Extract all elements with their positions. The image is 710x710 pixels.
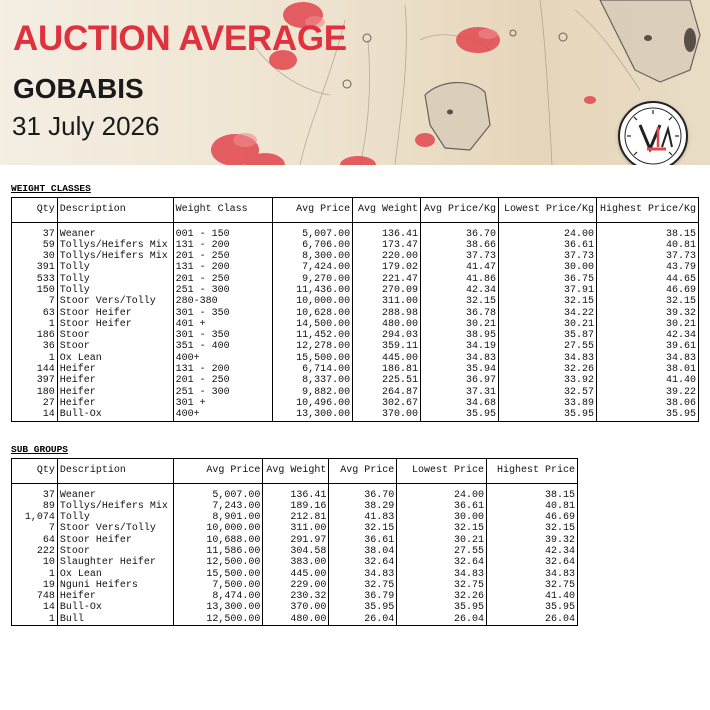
col-header-description: Description	[57, 198, 173, 223]
cell-highest-price: 40.81	[487, 501, 578, 512]
cell-qty: 7	[12, 296, 58, 307]
cell-qty: 186	[12, 330, 58, 341]
cell-avg-price-kg: 32.64	[329, 557, 397, 568]
cell-avg-price-kg: 30.21	[421, 319, 499, 330]
cell-avg-price: 10,688.00	[173, 535, 263, 546]
cell-qty: 180	[12, 387, 58, 398]
cell-avg-weight: 370.00	[263, 602, 329, 613]
cell-description: Tolly	[57, 274, 173, 285]
cell-lowest-price-kg: 32.57	[499, 387, 597, 398]
table-row	[12, 240, 699, 251]
cell-qty: 63	[12, 308, 58, 319]
cell-description: Bull	[57, 614, 173, 626]
cell-avg-price: 12,500.00	[173, 614, 263, 626]
cell-avg-price: 5,007.00	[273, 229, 353, 240]
table-row	[12, 614, 578, 626]
cell-description: Nguni Heifers	[57, 580, 173, 591]
cell-description: Ox Lean	[57, 353, 173, 364]
cell-avg-price-kg: 38.04	[329, 546, 397, 557]
cell-description: Bull-Ox	[57, 409, 173, 421]
cell-highest-price-kg: 38.06	[596, 398, 698, 409]
cell-avg-price-kg: 36.97	[421, 375, 499, 386]
cell-highest-price: 42.34	[487, 546, 578, 557]
cell-avg-price-kg: 41.83	[329, 512, 397, 523]
cell-description: Stoor Heifer	[57, 308, 173, 319]
cell-lowest-price: 27.55	[397, 546, 487, 557]
cell-avg-price-kg: 37.31	[421, 387, 499, 398]
cell-avg-weight: 189.16	[263, 501, 329, 512]
cell-avg-weight: 445.00	[353, 353, 421, 364]
cell-avg-price-kg: 35.95	[421, 409, 499, 421]
cell-description: Stoor Heifer	[57, 535, 173, 546]
auction-location: GOBABIS	[13, 73, 144, 104]
vla-logo-icon	[620, 103, 686, 165]
cell-lowest-price-kg: 24.00	[499, 229, 597, 240]
cell-weight-class: 400+	[173, 353, 273, 364]
cell-qty: 150	[12, 285, 58, 296]
cell-highest-price-kg: 46.69	[596, 285, 698, 296]
cell-highest-price-kg: 44.65	[596, 274, 698, 285]
cell-description: Stoor	[57, 341, 173, 352]
cell-lowest-price: 32.64	[397, 557, 487, 568]
cell-weight-class: 351 - 400	[173, 341, 273, 352]
cell-lowest-price-kg: 35.87	[499, 330, 597, 341]
table-row	[12, 569, 578, 580]
cell-lowest-price: 32.75	[397, 580, 487, 591]
col-header-weight-class: Weight Class	[173, 198, 273, 223]
cell-description: Stoor	[57, 546, 173, 557]
table-row	[12, 319, 699, 330]
cell-qty: 89	[12, 501, 58, 512]
cell-lowest-price-kg: 35.95	[499, 409, 597, 421]
table-row	[12, 535, 578, 546]
cell-weight-class: 251 - 300	[173, 387, 273, 398]
cell-qty: 37	[12, 229, 58, 240]
col-header-highest-price: Highest Price	[487, 459, 578, 484]
table-row	[12, 353, 699, 364]
weight-classes-title: WEIGHT CLASSES	[11, 183, 91, 194]
cell-avg-price-kg: 26.04	[329, 614, 397, 626]
cell-qty: 397	[12, 375, 58, 386]
cell-weight-class: 201 - 250	[173, 251, 273, 262]
cell-description: Tolly	[57, 512, 173, 523]
cell-avg-weight: 230.32	[263, 591, 329, 602]
cell-avg-price-kg: 38.95	[421, 330, 499, 341]
cell-lowest-price: 32.26	[397, 591, 487, 602]
cell-weight-class: 301 - 350	[173, 330, 273, 341]
weight-classes-table	[11, 197, 699, 422]
page-title: AUCTION AVERAGE	[13, 19, 347, 58]
cell-avg-price: 10,628.00	[273, 308, 353, 319]
cell-description: Tollys/Heifers Mix	[57, 240, 173, 251]
cell-lowest-price-kg: 34.83	[499, 353, 597, 364]
cell-avg-price: 12,500.00	[173, 557, 263, 568]
sub-groups-table	[11, 458, 578, 626]
cell-avg-weight: 264.87	[353, 387, 421, 398]
table-row	[12, 364, 699, 375]
cell-avg-price: 8,300.00	[273, 251, 353, 262]
col-header-lowest-price-kg: Lowest Price/Kg	[499, 198, 597, 223]
cell-avg-price: 9,270.00	[273, 274, 353, 285]
cell-description: Heifer	[57, 398, 173, 409]
cell-avg-weight: 304.58	[263, 546, 329, 557]
table-row	[12, 375, 699, 386]
cell-avg-weight: 212.81	[263, 512, 329, 523]
cell-description: Bull-Ox	[57, 602, 173, 613]
cell-description: Slaughter Heifer	[57, 557, 173, 568]
cell-avg-weight: 480.00	[353, 319, 421, 330]
table-row	[12, 580, 578, 591]
cell-qty: 64	[12, 535, 58, 546]
cell-avg-price-kg: 32.75	[329, 580, 397, 591]
cell-lowest-price-kg: 30.00	[499, 262, 597, 273]
cell-description: Weaner	[57, 229, 173, 240]
cell-description: Tolly	[57, 262, 173, 273]
table-row	[12, 330, 699, 341]
cell-highest-price: 38.15	[487, 490, 578, 501]
cell-lowest-price-kg: 33.89	[499, 398, 597, 409]
cell-avg-price: 10,000.00	[273, 296, 353, 307]
cell-avg-price: 7,243.00	[173, 501, 263, 512]
cell-avg-weight: 311.00	[263, 523, 329, 534]
table-header-row	[12, 459, 578, 484]
cell-highest-price-kg: 34.83	[596, 353, 698, 364]
cell-description: Heifer	[57, 387, 173, 398]
cell-highest-price-kg: 35.95	[596, 409, 698, 421]
cell-avg-weight: 480.00	[263, 614, 329, 626]
cell-highest-price-kg: 40.81	[596, 240, 698, 251]
cell-qty: 59	[12, 240, 58, 251]
table-row	[12, 501, 578, 512]
cell-highest-price-kg: 43.79	[596, 262, 698, 273]
cell-avg-price-kg: 34.68	[421, 398, 499, 409]
cell-qty: 27	[12, 398, 58, 409]
cell-avg-price-kg: 34.83	[421, 353, 499, 364]
cell-qty: 30	[12, 251, 58, 262]
table-row	[12, 409, 699, 421]
cell-avg-price-kg: 36.61	[329, 535, 397, 546]
col-header-avg-weight: Avg Weight	[353, 198, 421, 223]
cell-avg-price-kg: 35.94	[421, 364, 499, 375]
cell-avg-price-kg: 38.66	[421, 240, 499, 251]
cell-avg-price: 8,474.00	[173, 591, 263, 602]
cell-avg-price: 11,452.00	[273, 330, 353, 341]
cell-avg-weight: 179.02	[353, 262, 421, 273]
cell-avg-weight: 173.47	[353, 240, 421, 251]
cell-avg-weight: 311.00	[353, 296, 421, 307]
cell-highest-price-kg: 39.32	[596, 308, 698, 319]
col-header-avg-price-kg: Avg Price/Kg	[421, 198, 499, 223]
cell-lowest-price: 36.61	[397, 501, 487, 512]
cell-lowest-price: 34.83	[397, 569, 487, 580]
cell-avg-price: 11,436.00	[273, 285, 353, 296]
cell-qty: 1	[12, 569, 58, 580]
cell-avg-weight: 288.98	[353, 308, 421, 319]
cell-avg-price: 11,586.00	[173, 546, 263, 557]
cell-avg-price: 5,007.00	[173, 490, 263, 501]
table-row	[12, 398, 699, 409]
cell-qty: 222	[12, 546, 58, 557]
cell-avg-price-kg: 36.79	[329, 591, 397, 602]
cell-qty: 748	[12, 591, 58, 602]
cell-avg-price: 8,337.00	[273, 375, 353, 386]
cell-avg-price: 10,000.00	[173, 523, 263, 534]
cell-weight-class: 001 - 150	[173, 229, 273, 240]
cell-avg-weight: 370.00	[353, 409, 421, 421]
cell-highest-price: 32.15	[487, 523, 578, 534]
cell-description: Ox Lean	[57, 569, 173, 580]
cell-avg-price-kg: 32.15	[421, 296, 499, 307]
col-header-highest-price-kg: Highest Price/Kg	[596, 198, 698, 223]
cell-description: Stoor	[57, 330, 173, 341]
cell-highest-price: 35.95	[487, 602, 578, 613]
cell-avg-weight: 229.00	[263, 580, 329, 591]
cell-weight-class: 401 +	[173, 319, 273, 330]
auction-date: 31 July 2026	[12, 111, 160, 141]
col-header-lowest-price: Lowest Price	[397, 459, 487, 484]
col-header-avg-price-kg: Avg Price	[329, 459, 397, 484]
table-row	[12, 251, 699, 262]
table-row	[12, 387, 699, 398]
table-row	[12, 296, 699, 307]
cell-weight-class: 201 - 250	[173, 375, 273, 386]
cell-highest-price: 32.64	[487, 557, 578, 568]
header-banner	[0, 0, 710, 165]
cell-qty: 14	[12, 409, 58, 421]
cell-weight-class: 131 - 200	[173, 262, 273, 273]
cell-avg-price-kg: 34.83	[329, 569, 397, 580]
cell-avg-price: 8,901.00	[173, 512, 263, 523]
cell-avg-weight: 291.97	[263, 535, 329, 546]
cell-weight-class: 201 - 250	[173, 274, 273, 285]
cell-description: Heifer	[57, 375, 173, 386]
cell-description: Tollys/Heifers Mix	[57, 501, 173, 512]
cell-avg-price: 7,424.00	[273, 262, 353, 273]
sub-groups-body	[12, 484, 578, 626]
cell-description: Heifer	[57, 364, 173, 375]
cell-qty: 144	[12, 364, 58, 375]
cell-qty: 37	[12, 490, 58, 501]
cell-highest-price-kg: 37.73	[596, 251, 698, 262]
table-row	[12, 308, 699, 319]
col-header-avg-price: Avg Price	[173, 459, 263, 484]
cell-lowest-price: 32.15	[397, 523, 487, 534]
cell-avg-price-kg: 36.70	[421, 229, 499, 240]
col-header-avg-weight: Avg Weight	[263, 459, 329, 484]
cell-lowest-price-kg: 36.75	[499, 274, 597, 285]
cell-avg-price-kg: 42.34	[421, 285, 499, 296]
cell-highest-price-kg: 39.61	[596, 341, 698, 352]
cell-avg-weight: 186.81	[353, 364, 421, 375]
cell-avg-price-kg: 32.15	[329, 523, 397, 534]
cell-avg-weight: 445.00	[263, 569, 329, 580]
cell-avg-price: 7,500.00	[173, 580, 263, 591]
cell-avg-price-kg: 35.95	[329, 602, 397, 613]
cell-avg-price: 15,500.00	[273, 353, 353, 364]
col-header-qty: Qty	[12, 198, 58, 223]
table-row	[12, 490, 578, 501]
table-row	[12, 262, 699, 273]
cell-avg-price-kg: 41.47	[421, 262, 499, 273]
cell-avg-weight: 294.03	[353, 330, 421, 341]
cell-lowest-price: 35.95	[397, 602, 487, 613]
cell-lowest-price-kg: 32.26	[499, 364, 597, 375]
cell-description: Heifer	[57, 591, 173, 602]
cell-highest-price-kg: 38.01	[596, 364, 698, 375]
cell-avg-price: 6,706.00	[273, 240, 353, 251]
cell-highest-price: 39.32	[487, 535, 578, 546]
cell-lowest-price-kg: 36.61	[499, 240, 597, 251]
cell-highest-price: 34.83	[487, 569, 578, 580]
col-header-description: Description	[57, 459, 173, 484]
cell-weight-class: 251 - 300	[173, 285, 273, 296]
cell-avg-weight: 302.67	[353, 398, 421, 409]
cell-weight-class: 280-380	[173, 296, 273, 307]
cell-weight-class: 301 - 350	[173, 308, 273, 319]
table-row	[12, 274, 699, 285]
cell-highest-price-kg: 32.15	[596, 296, 698, 307]
cell-highest-price: 41.40	[487, 591, 578, 602]
cell-highest-price-kg: 42.34	[596, 330, 698, 341]
col-header-avg-price: Avg Price	[273, 198, 353, 223]
weight-classes-body	[12, 223, 699, 422]
cell-avg-price: 10,496.00	[273, 398, 353, 409]
cell-qty: 1	[12, 353, 58, 364]
cell-qty: 533	[12, 274, 58, 285]
cell-avg-price-kg: 34.19	[421, 341, 499, 352]
cell-avg-price: 9,882.00	[273, 387, 353, 398]
cell-qty: 391	[12, 262, 58, 273]
cell-lowest-price: 30.00	[397, 512, 487, 523]
cell-avg-price-kg: 41.86	[421, 274, 499, 285]
cell-weight-class: 301 +	[173, 398, 273, 409]
col-header-qty: Qty	[12, 459, 58, 484]
cell-weight-class: 400+	[173, 409, 273, 421]
cell-avg-price: 6,714.00	[273, 364, 353, 375]
cell-description: Stoor Heifer	[57, 319, 173, 330]
cell-avg-price-kg: 37.73	[421, 251, 499, 262]
vla-logo	[618, 101, 688, 165]
cell-avg-price: 15,500.00	[173, 569, 263, 580]
cell-lowest-price: 24.00	[397, 490, 487, 501]
table-row	[12, 229, 699, 240]
cell-avg-price-kg: 36.78	[421, 308, 499, 319]
cell-avg-price: 14,500.00	[273, 319, 353, 330]
cell-lowest-price-kg: 30.21	[499, 319, 597, 330]
cell-lowest-price-kg: 37.91	[499, 285, 597, 296]
table-row	[12, 602, 578, 613]
table-row	[12, 557, 578, 568]
sub-groups-title: SUB GROUPS	[11, 444, 69, 455]
cell-qty: 14	[12, 602, 58, 613]
cell-lowest-price-kg: 32.15	[499, 296, 597, 307]
table-header-row	[12, 198, 699, 223]
cell-lowest-price-kg: 27.55	[499, 341, 597, 352]
cell-avg-weight: 221.47	[353, 274, 421, 285]
table-row	[12, 341, 699, 352]
table-row	[12, 512, 578, 523]
cell-description: Tolly	[57, 285, 173, 296]
cell-qty: 19	[12, 580, 58, 591]
cell-qty: 36	[12, 341, 58, 352]
cell-avg-price-kg: 36.70	[329, 490, 397, 501]
cell-avg-price: 12,278.00	[273, 341, 353, 352]
cell-qty: 1	[12, 319, 58, 330]
cell-lowest-price-kg: 34.22	[499, 308, 597, 319]
cell-highest-price: 46.69	[487, 512, 578, 523]
cell-avg-weight: 136.41	[263, 490, 329, 501]
cell-avg-price: 13,300.00	[273, 409, 353, 421]
cell-highest-price-kg: 38.15	[596, 229, 698, 240]
cell-highest-price-kg: 30.21	[596, 319, 698, 330]
cell-avg-weight: 225.51	[353, 375, 421, 386]
table-row	[12, 591, 578, 602]
cell-qty: 7	[12, 523, 58, 534]
cell-highest-price-kg: 39.22	[596, 387, 698, 398]
cell-avg-weight: 136.41	[353, 229, 421, 240]
cell-qty: 10	[12, 557, 58, 568]
cell-weight-class: 131 - 200	[173, 364, 273, 375]
cell-avg-weight: 383.00	[263, 557, 329, 568]
table-row	[12, 285, 699, 296]
cell-weight-class: 131 - 200	[173, 240, 273, 251]
cell-lowest-price: 26.04	[397, 614, 487, 626]
cell-description: Tollys/Heifers Mix	[57, 251, 173, 262]
cell-description: Weaner	[57, 490, 173, 501]
cell-avg-price-kg: 38.29	[329, 501, 397, 512]
table-row	[12, 546, 578, 557]
cell-qty: 1	[12, 614, 58, 626]
cell-lowest-price-kg: 37.73	[499, 251, 597, 262]
cell-avg-weight: 220.00	[353, 251, 421, 262]
cell-highest-price: 26.04	[487, 614, 578, 626]
cell-avg-price: 13,300.00	[173, 602, 263, 613]
table-row	[12, 523, 578, 534]
cell-highest-price-kg: 41.40	[596, 375, 698, 386]
cell-avg-weight: 270.09	[353, 285, 421, 296]
cell-lowest-price-kg: 33.92	[499, 375, 597, 386]
cell-avg-weight: 359.11	[353, 341, 421, 352]
cell-qty: 1,074	[12, 512, 58, 523]
cell-description: Stoor Vers/Tolly	[57, 523, 173, 534]
cell-description: Stoor Vers/Tolly	[57, 296, 173, 307]
cell-lowest-price: 30.21	[397, 535, 487, 546]
cell-highest-price: 32.75	[487, 580, 578, 591]
